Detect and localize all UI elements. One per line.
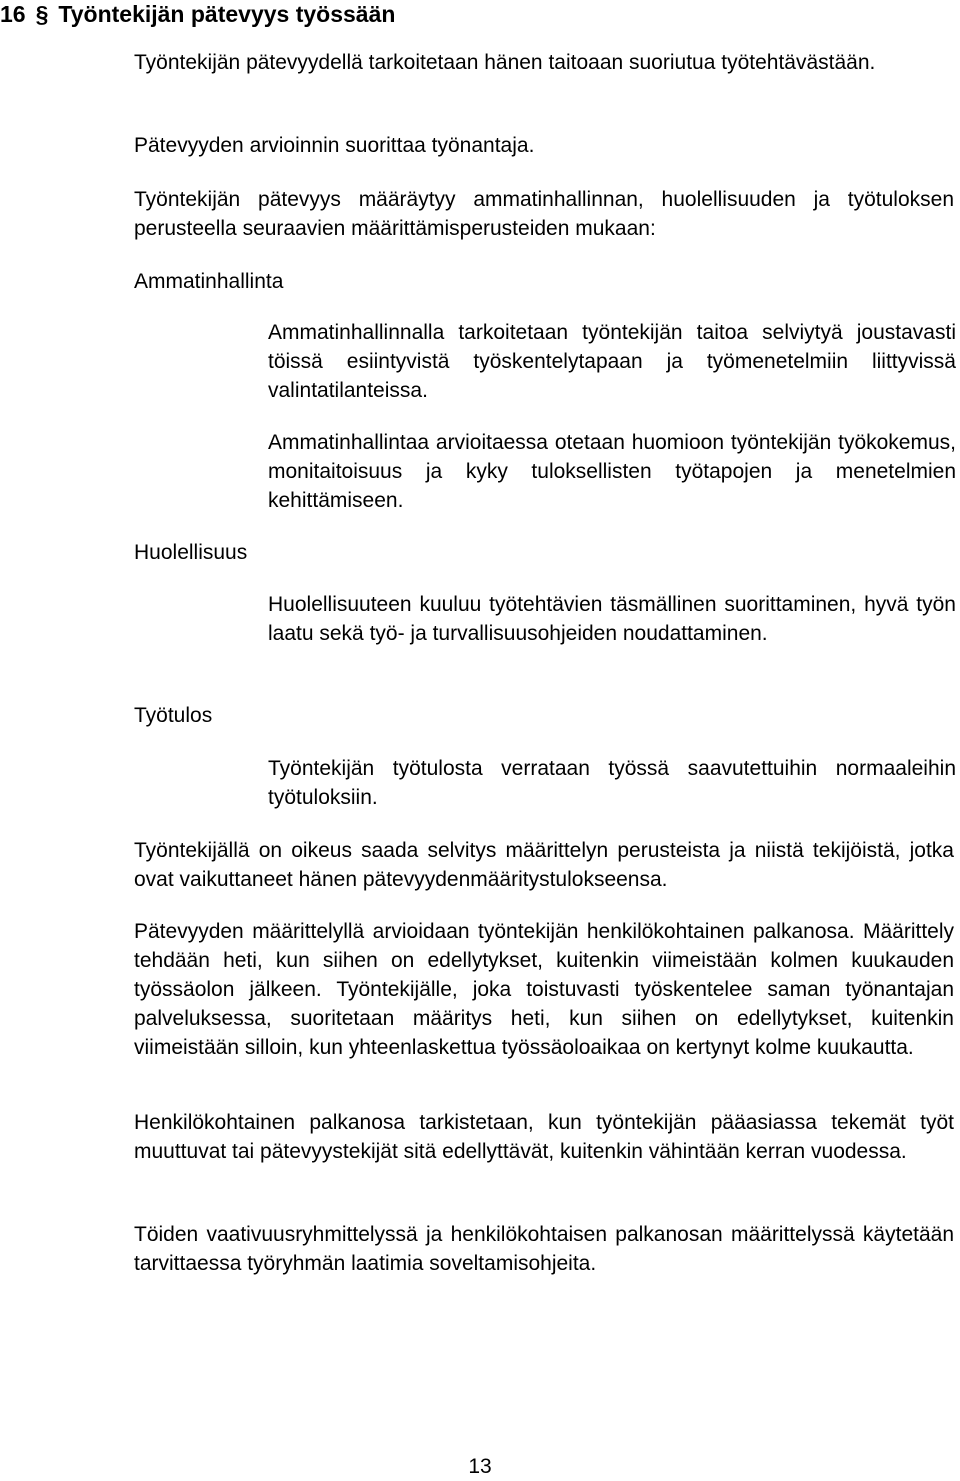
closing-paragraph-3: Henkilökohtainen palkanosa tarkistetaan, kun työntekijän pääasiassa tekemät työt muuttuvat tai pätevyystekijät sitä edellyttävät, kuitenkin vähintään kerran vuodessa. <box>134 1111 954 1163</box>
section-number: 16 <box>0 1 26 27</box>
intro-paragraph-2: Pätevyyden arvioinnin suorittaa työnantaja. <box>134 134 535 157</box>
tyotulos-text: Työntekijän työtulosta verrataan työssä saavutettuihin normaaleihin työtuloksiin. <box>268 757 956 809</box>
section-heading <box>0 0 395 28</box>
criterion-label-huolellisuus: Huolellisuus <box>134 541 248 564</box>
section-symbol: § <box>35 1 49 27</box>
criterion-label-tyotulos: Työtulos <box>134 704 213 727</box>
huolellisuus-text: Huolellisuuteen kuuluu työtehtävien täsmällinen suorittaminen, hyvä työn laatu sekä työ- ja turvallisuusohjeiden noudattaminen. <box>268 593 956 645</box>
section-title: Työntekijän pätevyys työssään <box>58 1 396 27</box>
closing-paragraph-1: Työntekijällä on oikeus saada selvitys määrittelyn perusteista ja niistä tekijöistä, jotka ovat vaikuttaneet hänen pätevyydenmääritystulokseensa. <box>134 839 954 891</box>
intro-paragraph-1: Työntekijän pätevyydellä tarkoitetaan hänen taitoaan suoriutua työtehtävästään. <box>134 51 876 74</box>
closing-paragraph-4: Töiden vaativuusryhmittelyssä ja henkilökohtaisen palkanosan määrittelyssä käytetään tarvittaessa työryhmän laatimia soveltamisohjeita. <box>134 1223 954 1275</box>
ammatinhallinta-text-1: Ammatinhallinnalla tarkoitetaan työntekijän taitoa selviytyä joustavasti töissä esiintyvistä työskentelytapaan ja työmenetelmiin liittyvissä valintatilanteissa. <box>268 321 956 402</box>
intro-paragraph-3: Työntekijän pätevyys määräytyy ammatinhallinnan, huolellisuuden ja työtuloksen perusteella seuraavien määrittämisperusteiden mukaan: <box>134 188 954 240</box>
ammatinhallinta-text-2: Ammatinhallintaa arvioitaessa otetaan huomioon työntekijän työkokemus, monitaitoisuus ja kyky tuloksellisten työtapojen ja menetelmien kehittämiseen. <box>268 431 956 512</box>
closing-paragraph-2: Pätevyyden määrittelyllä arvioidaan työntekijän henkilökohtainen palkanosa. Määrittely tehdään heti, kun siihen on edellytykset, kuitenkin viimeistään kolmen kuukauden työssäolon jälkeen. Työntekijälle, joka toistuvasti työskentelee saman työnantajan palveluksessa, suoritetaan määritys heti, kun siihen on edellytykset, kuitenkin viimeistään silloin, kun yhteenlaskettua työssäoloaikaa on kertynyt kolme kuukautta. <box>134 920 954 1059</box>
criterion-label-ammatinhallinta: Ammatinhallinta <box>134 270 284 293</box>
page-number: 13 <box>468 1455 492 1478</box>
